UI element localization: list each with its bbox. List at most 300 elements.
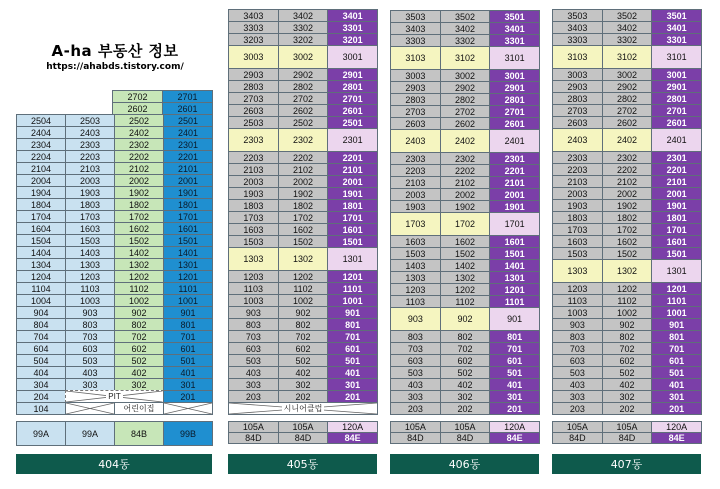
unit-cell: 3503 (390, 10, 441, 23)
unit-cell: 802 (278, 318, 329, 331)
unit-cell: 403 (552, 378, 603, 391)
unit-cell: 2403 (552, 128, 603, 152)
unit-cell: 1903 (228, 187, 279, 200)
unit-cell: 1903 (65, 186, 115, 199)
unit-cell: 203 (390, 402, 441, 415)
unit-cell: 1802 (278, 199, 329, 212)
unit-cell: 2401 (489, 129, 540, 153)
unit-type-legend (228, 421, 377, 443)
floor-row (228, 354, 377, 366)
unit-cell: 203 (228, 390, 279, 403)
unit-cell: 2503 (65, 114, 115, 127)
unit-cell: 3001 (327, 45, 378, 69)
unit-cell: 2302 (278, 128, 329, 152)
unit-type-cell: 84D (228, 432, 279, 444)
unit-cell: 801 (651, 330, 702, 343)
unit-cell: 802 (602, 330, 653, 343)
unit-cell: 1001 (327, 294, 378, 307)
unit-type-cell: 105A (440, 421, 491, 433)
floor-row (552, 151, 701, 163)
unit-cell: 901 (327, 306, 378, 319)
unit-cell: 1004 (16, 294, 66, 307)
unit-cell: 401 (651, 378, 702, 391)
floor-row (552, 366, 701, 378)
unit-cell: 2801 (327, 80, 378, 93)
floor-row (16, 198, 212, 210)
unit-cell: 503 (65, 354, 115, 367)
unit-cell: 2103 (552, 175, 603, 188)
unit-cell: 1802 (602, 211, 653, 224)
unit-cell: 703 (390, 342, 441, 355)
unit-cell: 3301 (651, 33, 702, 46)
unit-cell: 1802 (114, 198, 164, 211)
unit-cell: 2403 (390, 129, 441, 153)
unit-cell: 1603 (65, 222, 115, 235)
unit-cell: 1101 (651, 294, 702, 307)
unit-cell: 3302 (602, 33, 653, 46)
unit-cell: 1201 (651, 282, 702, 295)
floor-row (552, 68, 701, 80)
unit-cell: 2002 (114, 174, 164, 187)
unit-cell: 1103 (552, 294, 603, 307)
floor-row (552, 199, 701, 211)
unit-cell: 1901 (327, 187, 378, 200)
daycare-label: 어린이집 (123, 404, 155, 413)
unit-cell: 2401 (163, 126, 213, 139)
floor-row (390, 152, 539, 164)
unit-cell: 2003 (390, 188, 441, 201)
floor-row (228, 342, 377, 354)
unit-cell: 601 (163, 342, 213, 355)
unit-cell: 601 (489, 354, 540, 367)
floor-row (552, 247, 701, 259)
unit-cell: 2803 (552, 92, 603, 105)
unit-cell: 2601 (162, 102, 213, 115)
unit-cell: 2103 (65, 162, 115, 175)
unit-type-cell: 84D (390, 432, 441, 444)
unit-cell: 2602 (278, 104, 329, 117)
unit-cell: 3502 (602, 9, 653, 22)
floor-row (552, 342, 701, 354)
floor-row (16, 270, 212, 282)
unit-cell: 3503 (552, 9, 603, 22)
floor-row (228, 282, 377, 294)
floor-row (228, 163, 377, 175)
unit-type-legend (16, 421, 212, 445)
unit-cell: 2402 (440, 129, 491, 153)
floor-row (552, 354, 701, 366)
unit-cell: 1903 (552, 199, 603, 212)
unit-cell: 2303 (65, 138, 115, 151)
unit-cell: 1503 (65, 234, 115, 247)
unit-cell: 1203 (552, 282, 603, 295)
unit-cell: 2902 (602, 80, 653, 93)
floor-row (390, 212, 539, 235)
unit-cell: 903 (228, 306, 279, 319)
unit-cell: 1402 (114, 246, 164, 259)
building-name-label: 407동 (552, 454, 701, 474)
unit-cell: 602 (114, 342, 164, 355)
floor-row (390, 378, 539, 390)
cross-mark-icon (66, 403, 114, 414)
unit-cell: 1801 (651, 211, 702, 224)
floor-row (228, 80, 377, 92)
building-b405 (228, 9, 377, 414)
unit-type-cell: 99A (65, 421, 115, 446)
unit-cell: 2701 (327, 92, 378, 105)
unit-cell: 1703 (228, 211, 279, 224)
unit-type-cell: 120A (489, 421, 540, 433)
unit-cell: 1101 (327, 282, 378, 295)
unit-cell: 303 (65, 378, 115, 391)
unit-cell: 3002 (440, 69, 491, 82)
unit-type-cell: 84E (489, 432, 540, 444)
unit-cell: 502 (114, 354, 164, 367)
unit-cell: 201 (651, 402, 702, 415)
floor-row (390, 117, 539, 129)
unit-cell: 2104 (16, 162, 66, 175)
unit-cell: 2003 (552, 187, 603, 200)
floor-row (16, 306, 212, 318)
unit-cell: 603 (390, 354, 441, 367)
unit-cell: 3102 (602, 45, 653, 69)
unit-cell: 604 (16, 342, 66, 355)
unit-cell: 2601 (489, 117, 540, 130)
unit-cell: 1102 (602, 294, 653, 307)
unit-cell: 1601 (327, 223, 378, 236)
floor-row (228, 330, 377, 342)
unit-cell: 2001 (651, 187, 702, 200)
floor-row (390, 93, 539, 105)
unit-cell: 2303 (228, 128, 279, 152)
brand-title: A-ha 부동산 정보 (51, 42, 179, 60)
unit-cell: 1102 (440, 295, 491, 308)
unit-type-cell: 84B (114, 421, 164, 446)
unit-cell: 1303 (552, 259, 603, 283)
floor-row (16, 150, 212, 162)
floor-row (16, 354, 212, 366)
floor-row (390, 271, 539, 283)
unit-cell: 3001 (651, 68, 702, 81)
unit-cell: 1702 (440, 212, 491, 236)
unit-cell: 1302 (602, 259, 653, 283)
unit-cell: 2001 (163, 174, 213, 187)
unit-cell: 903 (390, 307, 441, 331)
floor-row (16, 390, 212, 402)
unit-cell: 1901 (489, 200, 540, 213)
unit-cell: 3403 (228, 9, 279, 22)
unit-cell: 503 (390, 366, 441, 379)
unit-cell: 2101 (489, 176, 540, 189)
unit-cell: 2601 (651, 116, 702, 129)
unit-cell: 2202 (440, 164, 491, 177)
unit-cell: 2801 (489, 93, 540, 106)
floor-row (390, 235, 539, 247)
unit-cell: 402 (440, 378, 491, 391)
unit-cell: 701 (489, 342, 540, 355)
unit-cell: 3203 (228, 33, 279, 46)
unit-cell: 1701 (651, 223, 702, 236)
unit-cell: 602 (278, 342, 329, 355)
unit-cell: 1003 (552, 306, 603, 319)
floor-row (16, 318, 212, 330)
unit-cell: 1001 (651, 306, 702, 319)
unit-cell: 1201 (489, 283, 540, 296)
unit-cell: 2303 (552, 151, 603, 164)
unit-cell: 1702 (602, 223, 653, 236)
unit-cell: 2502 (278, 116, 329, 129)
unit-cell: 2002 (278, 175, 329, 188)
unit-cell: 2503 (228, 116, 279, 129)
floor-row (552, 235, 701, 247)
unit-cell: 3202 (278, 33, 329, 46)
unit-cell: 1803 (228, 199, 279, 212)
unit-type-cell: 84D (278, 432, 329, 444)
unit-cell: 1301 (489, 271, 540, 284)
floor-row (16, 186, 212, 198)
unit-cell: 1303 (228, 247, 279, 271)
floor-row (228, 33, 377, 45)
unit-cell: 1803 (552, 211, 603, 224)
unit-cell: 603 (65, 342, 115, 355)
unit-cell: 1003 (65, 294, 115, 307)
unit-cell: 1603 (552, 235, 603, 248)
unit-cell: 2602 (440, 117, 491, 130)
floor-row (228, 21, 377, 33)
empty-unit-cross (65, 402, 115, 415)
unit-cell: 2504 (16, 114, 66, 127)
unit-cell: 2003 (65, 174, 115, 187)
unit-cell: 1102 (114, 282, 164, 295)
unit-cell: 3303 (228, 21, 279, 34)
floor-row (552, 402, 701, 414)
unit-cell: 2603 (390, 117, 441, 130)
unit-cell: 304 (16, 378, 66, 391)
floor-row (390, 259, 539, 271)
unit-cell: 3502 (440, 10, 491, 23)
unit-cell: 2102 (114, 162, 164, 175)
unit-cell: 1204 (16, 270, 66, 283)
unit-cell: 801 (163, 318, 213, 331)
floor-row (16, 234, 212, 246)
empty-unit-cross (163, 402, 213, 415)
unit-cell: 2701 (162, 90, 213, 103)
unit-cell: 3001 (489, 69, 540, 82)
unit-cell: 903 (552, 318, 603, 331)
unit-type-cell: 84D (552, 432, 603, 444)
unit-cell: 2701 (489, 105, 540, 118)
unit-cell: 1703 (552, 223, 603, 236)
unit-cell: 701 (327, 330, 378, 343)
floor-row (228, 68, 377, 80)
unit-cell: 1901 (163, 186, 213, 199)
unit-cell: 2901 (651, 80, 702, 93)
unit-cell: 2302 (440, 152, 491, 165)
unit-cell: 1503 (390, 247, 441, 260)
unit-cell: 1603 (228, 223, 279, 236)
unit-cell: 1704 (16, 210, 66, 223)
unit-cell: 3303 (390, 34, 441, 47)
unit-cell: 1603 (390, 235, 441, 248)
unit-cell: 2302 (114, 138, 164, 151)
unit-cell: 2302 (602, 151, 653, 164)
unit-cell: 1601 (163, 222, 213, 235)
unit-cell: 201 (163, 390, 213, 403)
unit-cell: 204 (16, 390, 66, 403)
floor-row (16, 402, 212, 414)
unit-cell: 2303 (390, 152, 441, 165)
floor-row (16, 246, 212, 258)
floor-row (16, 162, 212, 174)
unit-cell: 601 (651, 354, 702, 367)
unit-cell: 303 (390, 390, 441, 403)
unit-cell: 1902 (278, 187, 329, 200)
unit-cell: 202 (440, 402, 491, 415)
unit-cell: 1801 (163, 198, 213, 211)
floor-row (228, 247, 377, 270)
unit-cell: 403 (228, 366, 279, 379)
unit-cell: 1401 (489, 259, 540, 272)
building-name-label: 406동 (390, 454, 539, 474)
floor-row (390, 200, 539, 212)
pit-label: PIT (108, 392, 121, 401)
unit-cell: 3302 (278, 21, 329, 34)
floor-row (16, 366, 212, 378)
unit-cell: 502 (440, 366, 491, 379)
unit-cell: 403 (65, 366, 115, 379)
floor-row (228, 306, 377, 318)
unit-cell: 2903 (552, 80, 603, 93)
floor-row (390, 10, 539, 22)
unit-cell: 801 (489, 330, 540, 343)
unit-type-cell: 105A (602, 421, 653, 433)
unit-cell: 503 (228, 354, 279, 367)
unit-cell: 1502 (602, 247, 653, 260)
unit-cell: 2501 (163, 114, 213, 127)
unit-cell: 3103 (390, 46, 441, 70)
floor-row (390, 366, 539, 378)
floor-row (390, 402, 539, 414)
floor-row (390, 176, 539, 188)
floor-row (390, 330, 539, 342)
unit-cell: 1203 (228, 270, 279, 283)
unit-cell: 2201 (163, 150, 213, 163)
unit-cell: 1003 (228, 294, 279, 307)
unit-cell: 1102 (278, 282, 329, 295)
unit-cell: 3402 (602, 21, 653, 34)
unit-type-cell: 105A (390, 421, 441, 433)
unit-cell: 303 (228, 378, 279, 391)
unit-cell: 3101 (651, 45, 702, 69)
unit-cell: 2703 (228, 92, 279, 105)
unit-cell: 502 (278, 354, 329, 367)
unit-cell: 703 (65, 330, 115, 343)
unit-cell: 2301 (327, 128, 378, 152)
floor-row (16, 102, 212, 114)
unit-cell: 1002 (114, 294, 164, 307)
unit-cell: 3303 (552, 33, 603, 46)
building-b404 (16, 90, 212, 414)
unit-cell: 1104 (16, 282, 66, 295)
floor-row (552, 128, 701, 151)
unit-cell: 1001 (163, 294, 213, 307)
unit-cell: 703 (228, 330, 279, 343)
unit-cell: 901 (163, 306, 213, 319)
unit-cell: 1602 (114, 222, 164, 235)
floor-row (228, 151, 377, 163)
unit-type-cell: 120A (327, 421, 378, 433)
unit-cell: 2201 (489, 164, 540, 177)
unit-cell: 402 (278, 366, 329, 379)
unit-cell: 2101 (327, 163, 378, 176)
brand-url: https://ahabds.tistory.com/ (46, 62, 184, 72)
unit-cell: 2802 (602, 92, 653, 105)
unit-cell: 2702 (278, 92, 329, 105)
unit-cell: 3501 (489, 10, 540, 23)
unit-cell: 2702 (440, 105, 491, 118)
unit-type-cell: 105A (228, 421, 279, 433)
daycare-block (114, 402, 164, 415)
unit-cell: 3201 (327, 33, 378, 46)
floor-row (390, 390, 539, 402)
unit-cell: 2204 (16, 150, 66, 163)
unit-cell: 1404 (16, 246, 66, 259)
unit-cell: 1804 (16, 198, 66, 211)
unit-cell: 901 (489, 307, 540, 331)
unit-cell: 3401 (651, 21, 702, 34)
unit-cell: 603 (228, 342, 279, 355)
unit-cell: 2801 (651, 92, 702, 105)
floor-row (228, 223, 377, 235)
unit-cell: 2603 (552, 116, 603, 129)
unit-cell: 203 (552, 402, 603, 415)
unit-cell: 2202 (602, 163, 653, 176)
unit-cell: 1701 (327, 211, 378, 224)
unit-cell: 1801 (327, 199, 378, 212)
unit-cell: 2001 (489, 188, 540, 201)
unit-cell: 2203 (552, 163, 603, 176)
floor-row (228, 175, 377, 187)
floor-row (16, 174, 212, 186)
floor-row (16, 126, 212, 138)
floor-row (552, 390, 701, 402)
unit-cell: 1201 (163, 270, 213, 283)
unit-cell: 803 (390, 330, 441, 343)
unit-cell: 2803 (228, 80, 279, 93)
unit-cell: 2001 (327, 175, 378, 188)
unit-cell: 2404 (16, 126, 66, 139)
unit-cell: 2902 (278, 68, 329, 81)
unit-cell: 2703 (390, 105, 441, 118)
unit-cell: 1301 (327, 247, 378, 271)
unit-cell: 3003 (228, 45, 279, 69)
unit-cell: 1103 (390, 295, 441, 308)
floor-row (390, 34, 539, 46)
unit-cell: 703 (552, 342, 603, 355)
unit-cell: 2101 (651, 175, 702, 188)
unit-cell: 1604 (16, 222, 66, 235)
unit-cell: 1502 (278, 235, 329, 248)
floor-row (228, 294, 377, 306)
unit-cell: 901 (651, 318, 702, 331)
floor-row (16, 222, 212, 234)
unit-cell: 3003 (552, 68, 603, 81)
unit-cell: 501 (327, 354, 378, 367)
floor-row (390, 69, 539, 81)
unit-cell: 3002 (602, 68, 653, 81)
unit-cell: 1902 (602, 199, 653, 212)
unit-cell: 701 (651, 342, 702, 355)
